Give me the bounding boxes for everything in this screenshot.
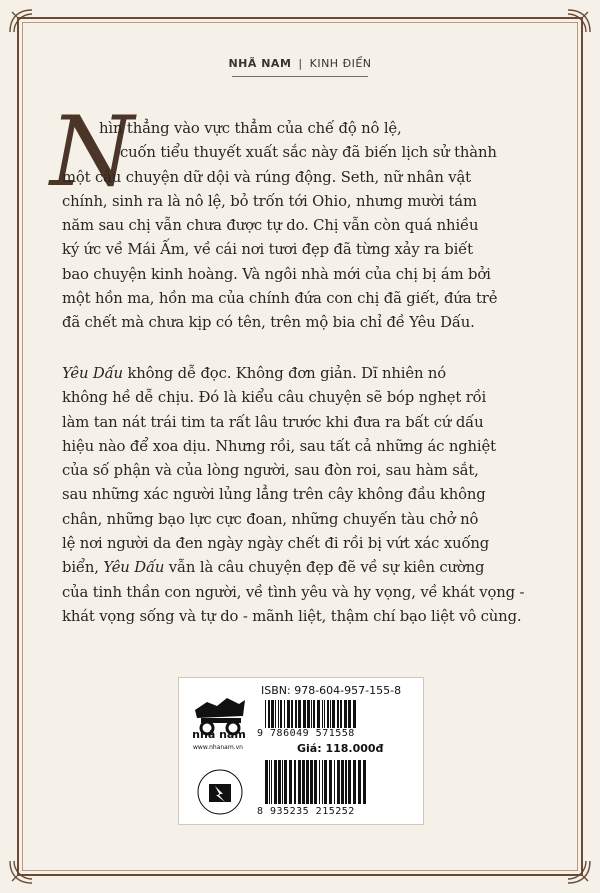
isbn-digits: 9 786049 571558 [257, 728, 355, 739]
barcode-bar [278, 760, 281, 804]
barcode-bar [302, 760, 305, 804]
barcode-bar [275, 700, 276, 728]
text-line: làm tan nát trái tim ta rất lâu trước khi đưa ra bất cứ dấu [62, 413, 484, 431]
barcode-bar [287, 700, 290, 728]
barcode-bar [345, 760, 347, 804]
series-label [0, 57, 600, 70]
barcode-bar [306, 760, 309, 804]
blurb-paragraph-1 [62, 117, 542, 336]
barcode-bar [265, 700, 266, 728]
text-line: năm sau chị vẫn chưa được tự do. Chị vẫn còn quá nhiều [62, 217, 479, 235]
corner-ornament-icon [8, 859, 34, 885]
text-line: hiệu nào để xoa dịu. Nhưng rồi, sau tất cả những ác nghiệt [62, 437, 496, 455]
barcode-bar [291, 700, 293, 728]
text-line: không hề dễ chịu. Đó là kiểu câu chuyện sẽ bóp nghẹt rồi [62, 389, 487, 407]
barcode-bar [329, 760, 332, 804]
barcode-bar [319, 760, 320, 804]
isbn-barcode [263, 700, 413, 728]
text-line: chính, sinh ra là nô lệ, bỏ trốn tới Ohio, nhưng mười tám [62, 192, 477, 210]
barcode-bar [348, 760, 351, 804]
text-line: chân, những bạo lực cực đoan, những chuyến tàu chở nô [62, 510, 479, 528]
barcode-bar [358, 760, 361, 804]
book-title-italic: Yêu Dấu [103, 559, 165, 577]
barcode-bar [324, 760, 327, 804]
publisher-name: NHÃ NAM [228, 57, 292, 70]
text-line: của số phận và của lòng người, sau đòn roi, sau hàm sắt, [62, 462, 479, 480]
book-title-italic: Yêu Dấu [62, 365, 123, 382]
barcode-bar [274, 760, 277, 804]
barcode-bar [337, 700, 339, 728]
barcode-bar [353, 700, 356, 728]
text-line [62, 362, 542, 386]
barcode-bar [269, 760, 270, 804]
anti-piracy-seal-icon [185, 760, 255, 820]
logo-name: nhã nam [192, 728, 246, 741]
barcode-bar [298, 700, 301, 728]
barcode-bar [341, 760, 344, 804]
text-line: bao chuyện kinh hoàng. Và ngôi nhà mới của chị bị ám bởi [62, 265, 491, 283]
barcode-bar [284, 700, 285, 728]
barcode-bar [295, 700, 297, 728]
barcode-panel [178, 677, 424, 825]
price-label: Giá: 118.000đ [297, 742, 384, 755]
text-line: một hồn ma, hồn ma của chính đứa con chị đã giết, đứa trẻ [62, 290, 498, 308]
barcode-bar [307, 700, 310, 728]
text-line: cuốn tiểu thuyết xuất sắc này đã biến lịch sử thành [120, 144, 497, 162]
barcode-bar [322, 700, 323, 728]
text-span: biển, [62, 559, 104, 577]
text-line [62, 556, 542, 580]
barcode-bar [298, 760, 301, 804]
text-line: lệ nơi người da đen ngày ngày chết đi rồi bị vứt xác xuống [62, 535, 490, 553]
barcode-bar [271, 760, 272, 804]
barcode-bar [268, 700, 270, 728]
text-line: đã chết mà chưa kịp có tên, trên mộ bia chỉ đề Yêu Dấu. [62, 314, 475, 332]
text-span: không dễ đọc. Không đơn giản. Dĩ nhiên nó [122, 365, 447, 382]
barcode-bar [278, 700, 279, 728]
barcode-bar [280, 700, 282, 728]
collection-name: KINH ĐIỂN [309, 57, 372, 70]
text-line: sau những xác người lủng lẳng trên cây không đầu không [62, 486, 486, 504]
barcode-bar [348, 700, 351, 728]
logo-url: www.nhanam.vn [193, 744, 243, 751]
barcode-bar [330, 700, 331, 728]
barcode-bar [344, 700, 347, 728]
barcode-bar [289, 760, 292, 804]
text-line: hìn thẳng vào vực thẳm của chế độ nô lệ, [99, 120, 402, 137]
barcode-bar [340, 700, 342, 728]
barcode-bar [265, 760, 268, 804]
barcode-bar [310, 760, 313, 804]
barcode-bar [303, 700, 306, 728]
barcode-bar [337, 760, 340, 804]
barcode-bar [282, 760, 283, 804]
text-line: ký ức về Mái Ấm, về cái nơi tươi đẹp đã từng xảy ra biết [62, 241, 473, 259]
barcode-bar [363, 760, 366, 804]
text-line: một câu chuyện dữ dội và rúng động. Seth, nữ nhân vật [62, 168, 471, 186]
barcode-bar [322, 760, 323, 804]
barcode-bar [334, 760, 335, 804]
ean-barcode [263, 760, 413, 804]
barcode-bar [294, 760, 296, 804]
corner-ornament-icon [566, 859, 592, 885]
corner-ornament-icon [8, 8, 34, 34]
barcode-bar [311, 700, 312, 728]
barcode-bar [313, 700, 315, 728]
isbn-label: ISBN: 978-604-957-155-8 [261, 684, 402, 697]
ean-digits: 8 935235 215252 [257, 806, 355, 817]
corner-ornament-icon [566, 8, 592, 34]
series-separator: | [298, 57, 303, 70]
barcode-bar [332, 700, 335, 728]
text-span: vẫn là câu chuyện đẹp đẽ về sự kiên cường [164, 559, 485, 577]
blurb-paragraph-2 [62, 362, 542, 629]
barcode-bar [284, 760, 287, 804]
drop-cap: N [50, 96, 134, 208]
barcode-bar [327, 700, 329, 728]
text-line: khát vọng sống và tự do - mãnh liệt, thậm chí bạo liệt vô cùng. [62, 607, 522, 625]
barcode-bar [271, 700, 274, 728]
barcode-bar [353, 760, 356, 804]
series-underline [232, 76, 368, 77]
barcode-bar [317, 700, 320, 728]
barcode-bar [324, 700, 325, 728]
text-line: của tinh thần con người, về tình yêu và hy vọng, về khát vọng - [62, 583, 525, 601]
barcode-bar [314, 760, 317, 804]
